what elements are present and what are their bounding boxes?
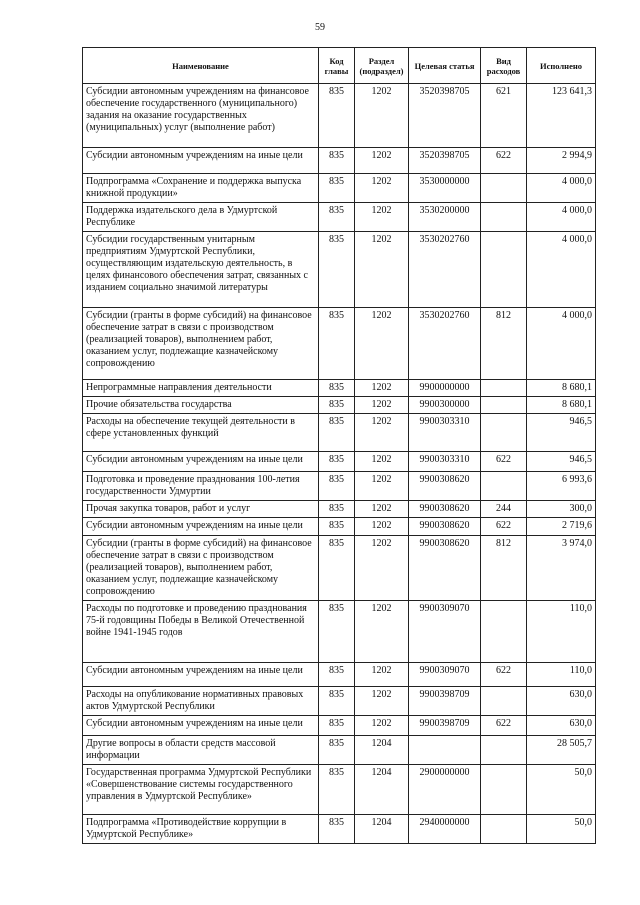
- row-chapter-code: 835: [319, 397, 355, 414]
- row-executed: 300,0: [527, 501, 596, 518]
- row-section: 1202: [355, 536, 409, 601]
- row-name: Субсидии автономным учреждениям на иные цели: [83, 148, 319, 174]
- table-row: [83, 308, 596, 380]
- row-target-article: 9900398709: [409, 716, 481, 736]
- row-name: Расходы на опубликование нормативных правовых актов Удмуртской Республики: [83, 687, 319, 716]
- row-target-article: 9900308620: [409, 536, 481, 601]
- row-name: Расходы на обеспечение текущей деятельности в сфере установленных функций: [83, 414, 319, 452]
- table-row: [83, 687, 596, 716]
- row-chapter-code: 835: [319, 663, 355, 687]
- row-section: 1204: [355, 765, 409, 815]
- header-section: Раздел (подраздел): [355, 48, 409, 84]
- table-row: [83, 84, 596, 148]
- row-section: 1202: [355, 414, 409, 452]
- row-target-article: 3530200000: [409, 203, 481, 232]
- row-target-article: 9900309070: [409, 601, 481, 663]
- row-target-article: 9900303310: [409, 414, 481, 452]
- row-executed: 4 000,0: [527, 308, 596, 380]
- row-chapter-code: 835: [319, 380, 355, 397]
- header-name: Наименование: [83, 48, 319, 84]
- row-section: 1202: [355, 716, 409, 736]
- row-chapter-code: 835: [319, 452, 355, 472]
- row-name: Субсидии автономным учреждениям на иные цели: [83, 452, 319, 472]
- row-chapter-code: 835: [319, 174, 355, 203]
- table-row: [83, 414, 596, 452]
- row-expense-type: [481, 601, 527, 663]
- row-section: 1202: [355, 380, 409, 397]
- row-expense-type: 622: [481, 663, 527, 687]
- table-row: [83, 536, 596, 601]
- row-executed: 946,5: [527, 414, 596, 452]
- row-section: 1202: [355, 84, 409, 148]
- row-name: Поддержка издательского дела в Удмуртской Республике: [83, 203, 319, 232]
- row-chapter-code: 835: [319, 501, 355, 518]
- row-name: Субсидии государственным унитарным предприятиям Удмуртской Республики, осуществляющим издательскую деятельность, в целях финансового обеспечения затрат, связанных с изданием социально значимой литературы: [83, 232, 319, 308]
- row-name: Субсидии автономным учреждениям на иные цели: [83, 663, 319, 687]
- row-name: Непрограммные направления деятельности: [83, 380, 319, 397]
- table-row: [83, 765, 596, 815]
- row-executed: 630,0: [527, 716, 596, 736]
- row-section: 1204: [355, 815, 409, 844]
- table-row: [83, 815, 596, 844]
- table-row: [83, 736, 596, 765]
- row-section: 1202: [355, 601, 409, 663]
- row-name: Государственная программа Удмуртской Республики «Совершенствование системы государственного управления в Удмуртской Республике»: [83, 765, 319, 815]
- row-chapter-code: 835: [319, 518, 355, 536]
- row-chapter-code: 835: [319, 765, 355, 815]
- row-name: Субсидии (гранты в форме субсидий) на финансовое обеспечение затрат в связи с производством (реализацией товаров), выполнением работ, оказанием услуг, подлежащие казначейскому сопровождению: [83, 308, 319, 380]
- row-target-article: [409, 736, 481, 765]
- row-section: 1202: [355, 687, 409, 716]
- header-target-article: Целевая статья: [409, 48, 481, 84]
- row-expense-type: 622: [481, 452, 527, 472]
- row-executed: 3 974,0: [527, 536, 596, 601]
- row-expense-type: 244: [481, 501, 527, 518]
- row-expense-type: [481, 472, 527, 501]
- page-number: 59: [315, 22, 325, 33]
- row-expense-type: 622: [481, 716, 527, 736]
- row-expense-type: [481, 203, 527, 232]
- row-chapter-code: 835: [319, 716, 355, 736]
- row-expense-type: [481, 687, 527, 716]
- row-target-article: 3520398705: [409, 84, 481, 148]
- table-row: [83, 663, 596, 687]
- row-expense-type: [481, 736, 527, 765]
- row-target-article: 9900309070: [409, 663, 481, 687]
- row-section: 1202: [355, 501, 409, 518]
- row-target-article: 9900398709: [409, 687, 481, 716]
- row-section: 1202: [355, 203, 409, 232]
- row-section: 1202: [355, 174, 409, 203]
- row-name: Подпрограмма «Противодействие коррупции в Удмуртской Республике»: [83, 815, 319, 844]
- table-row: [83, 716, 596, 736]
- row-target-article: 2900000000: [409, 765, 481, 815]
- header-executed: Исполнено: [527, 48, 596, 84]
- row-expense-type: 812: [481, 308, 527, 380]
- row-expense-type: 812: [481, 536, 527, 601]
- row-expense-type: 621: [481, 84, 527, 148]
- row-name: Подготовка и проведение празднования 100-летия государственности Удмуртии: [83, 472, 319, 501]
- header-expense-type: Вид расходов: [481, 48, 527, 84]
- row-executed: 8 680,1: [527, 397, 596, 414]
- row-executed: 50,0: [527, 765, 596, 815]
- row-executed: 946,5: [527, 452, 596, 472]
- row-chapter-code: 835: [319, 815, 355, 844]
- row-target-article: 9900303310: [409, 452, 481, 472]
- row-section: 1202: [355, 397, 409, 414]
- row-executed: 8 680,1: [527, 380, 596, 397]
- row-expense-type: [481, 174, 527, 203]
- row-expense-type: 622: [481, 148, 527, 174]
- table-row: [83, 232, 596, 308]
- row-name: Субсидии автономным учреждениям на финансовое обеспечение государственного (муниципального) задания на оказание государственных (муниципальных) услуг (выполнение работ): [83, 84, 319, 148]
- table-header-row: [83, 48, 596, 84]
- row-target-article: 3530202760: [409, 232, 481, 308]
- row-name: Субсидии автономным учреждениям на иные цели: [83, 716, 319, 736]
- row-name: Субсидии автономным учреждениям на иные цели: [83, 518, 319, 536]
- row-executed: 2 994,9: [527, 148, 596, 174]
- row-chapter-code: 835: [319, 536, 355, 601]
- row-chapter-code: 835: [319, 232, 355, 308]
- row-executed: 123 641,3: [527, 84, 596, 148]
- table-row: [83, 174, 596, 203]
- row-executed: 2 719,6: [527, 518, 596, 536]
- row-expense-type: [481, 397, 527, 414]
- row-chapter-code: 835: [319, 148, 355, 174]
- row-target-article: 9900308620: [409, 472, 481, 501]
- row-executed: 110,0: [527, 601, 596, 663]
- row-executed: 4 000,0: [527, 232, 596, 308]
- row-expense-type: [481, 414, 527, 452]
- row-section: 1202: [355, 232, 409, 308]
- row-target-article: 3530202760: [409, 308, 481, 380]
- row-name: Другие вопросы в области средств массовой информации: [83, 736, 319, 765]
- table-row: [83, 452, 596, 472]
- row-name: Прочие обязательства государства: [83, 397, 319, 414]
- row-target-article: 3520398705: [409, 148, 481, 174]
- table-row: [83, 518, 596, 536]
- table-row: [83, 148, 596, 174]
- row-expense-type: [481, 765, 527, 815]
- table-row: [83, 501, 596, 518]
- row-target-article: 2940000000: [409, 815, 481, 844]
- row-chapter-code: 835: [319, 203, 355, 232]
- row-chapter-code: 835: [319, 308, 355, 380]
- row-expense-type: [481, 815, 527, 844]
- row-executed: 28 505,7: [527, 736, 596, 765]
- row-name: Расходы по подготовке и проведению празднования 75-й годовщины Победы в Великой Отечественной войне 1941-1945 годов: [83, 601, 319, 663]
- row-target-article: 9900308620: [409, 501, 481, 518]
- row-name: Субсидии (гранты в форме субсидий) на финансовое обеспечение затрат в связи с производством (реализацией товаров), выполнением работ, оказанием услуг, подлежащие казначейскому сопровождению: [83, 536, 319, 601]
- row-section: 1202: [355, 472, 409, 501]
- table-row: [83, 380, 596, 397]
- row-executed: 4 000,0: [527, 174, 596, 203]
- row-section: 1202: [355, 663, 409, 687]
- row-target-article: 9900300000: [409, 397, 481, 414]
- table-row: [83, 472, 596, 501]
- row-name: Подпрограмма «Сохранение и поддержка выпуска книжной продукции»: [83, 174, 319, 203]
- row-chapter-code: 835: [319, 414, 355, 452]
- row-expense-type: [481, 232, 527, 308]
- row-expense-type: 622: [481, 518, 527, 536]
- row-executed: 630,0: [527, 687, 596, 716]
- table-row: [83, 203, 596, 232]
- row-chapter-code: 835: [319, 601, 355, 663]
- row-executed: 6 993,6: [527, 472, 596, 501]
- row-section: 1202: [355, 308, 409, 380]
- row-section: 1202: [355, 148, 409, 174]
- row-name: Прочая закупка товаров, работ и услуг: [83, 501, 319, 518]
- table-row: [83, 601, 596, 663]
- row-chapter-code: 835: [319, 84, 355, 148]
- row-executed: 50,0: [527, 815, 596, 844]
- row-target-article: 3530000000: [409, 174, 481, 203]
- row-section: 1202: [355, 518, 409, 536]
- row-section: 1202: [355, 452, 409, 472]
- header-chapter-code: Код главы: [319, 48, 355, 84]
- table-row: [83, 397, 596, 414]
- row-executed: 110,0: [527, 663, 596, 687]
- row-chapter-code: 835: [319, 736, 355, 765]
- row-expense-type: [481, 380, 527, 397]
- row-target-article: 9900000000: [409, 380, 481, 397]
- budget-table: [82, 47, 596, 844]
- row-chapter-code: 835: [319, 472, 355, 501]
- row-executed: 4 000,0: [527, 203, 596, 232]
- row-section: 1204: [355, 736, 409, 765]
- row-chapter-code: 835: [319, 687, 355, 716]
- row-target-article: 9900308620: [409, 518, 481, 536]
